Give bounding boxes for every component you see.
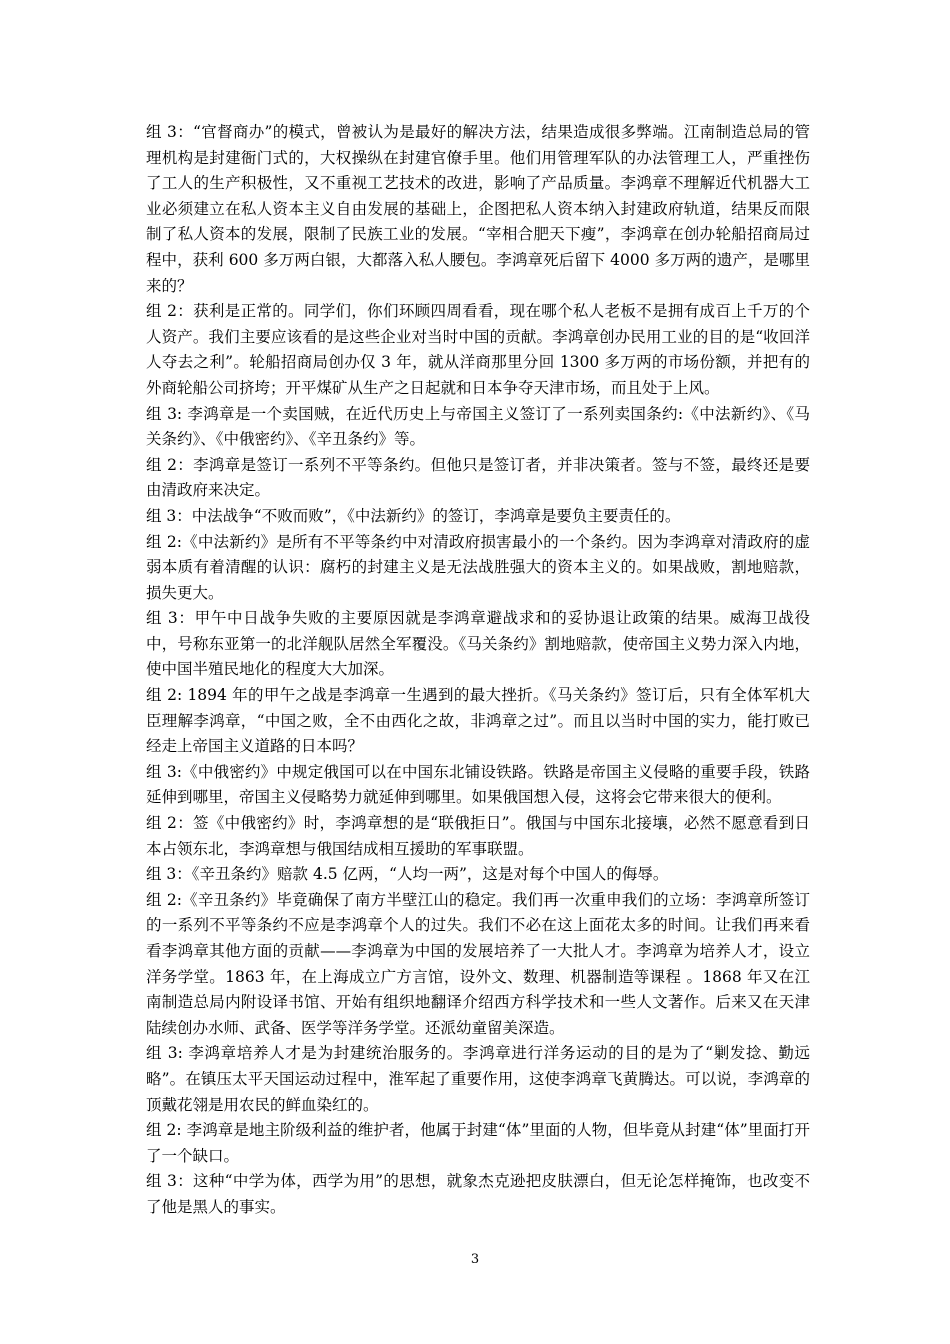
paragraph-group3-boxer-indemnity: 组 3：《辛丑条约》赔款 4.5 亿两，“人均一两”，这是对每个中国人的侮辱。 bbox=[146, 865, 669, 884]
page-number: 3 bbox=[470, 1252, 480, 1267]
paragraph-group3-sino-japanese-war: 组 3：甲午中日战争失败的主要原因就是李鸿章避战求和的妥协退让政策的结果。威海卫战役中，号称东亚第一的北洋舰队居然全军覆没。《马关条约》割地赔款，使帝国主义势力深入内地，使中国半殖民地化的程度大大加深。 bbox=[146, 609, 810, 679]
paragraph-group2-ally-russia: 组 2：签《中俄密约》时，李鸿章想的是“联俄拒日”。俄国与中国东北接壤，必然不愿意看到日本占领东北，李鸿章想与俄国结成相互援助的军事联盟。 bbox=[146, 814, 810, 858]
paragraph-group2-talent: 组 2:《辛丑条约》毕竟确保了南方半壁江山的稳定。我们再一次重申我们的立场：李鸿章所签订的一系列不平等条约不应是李鸿章个人的过失。我们不必在这上面花太多的时间。让我们再来看看李鸿章其他方面的贡献——李鸿章为中国的发展培养了一大批人才。李鸿章为培养人才，设立洋务学堂。1863 年，在上海成立广方言馆，设外文、数理、机器制造等课程 。1868 年又在江南制造总局内附设译书馆、开始有组织地翻译介绍西方科学技术和一些人文著作。后来又在天津陆续创办水师、武备、医学等洋务学堂。还派幼童留美深造。 bbox=[146, 890, 810, 1037]
paragraph-group3-sino-french-war: 组 3：中法战争“不败而败”，《中法新约》的签订，李鸿章是要负主要责任的。 bbox=[146, 506, 681, 525]
document-body bbox=[146, 120, 810, 1221]
paragraph-group2-sino-french-treaty: 组 2:《中法新约》是所有不平等条约中对清政府损害最小的一个条约。因为李鸿章对清政府的虚弱本质有着清醒的认识：腐朽的封建主义是无法战胜强大的资本主义的。如果战败，割地赔款，损失更大。 bbox=[146, 532, 810, 602]
paragraph-group2-signer: 组 2：李鸿章是签订一系列不平等条约。但他只是签订者，并非决策者。签与不签，最终还是要由清政府来决定。 bbox=[146, 455, 810, 500]
paragraph-group2-profit: 组 2：获利是正常的。同学们，你们环顾四周看看，现在哪个私人老板不是拥有成百上千万的个人资产。我们主要应该看的是这些企业对当时中国的贡献。李鸿章创办民用工业的目的是“收回洋人夺去之利”。轮船招商局创办仅 3 年，就从洋商那里分回 1300 多万两的市场份额，并把有的外商轮船公司挤垮；开平煤矿从生产之日起就和日本争夺天津市场，而且处于上风。 bbox=[146, 302, 810, 397]
paragraph-group3-zhongti-xiyong: 组 3：这种“中学为体，西学为用”的思想，就象杰克逊把皮肤漂白，但无论怎样掩饰，也改变不了他是黑人的事实。 bbox=[146, 1172, 810, 1216]
paragraph-group3-feudal-rule: 组 3: 李鸿章培养人才是为封建统治服务的。李鸿章进行洋务运动的目的是为了“剿发捻、勤远略”。在镇压太平天国运动过程中，淮军起了重要作用，这使李鸿章飞黄腾达。可以说，李鸿章的顶戴花翎是用农民的鲜血染红的。 bbox=[146, 1044, 810, 1114]
paragraph-group3-sino-russian-treaty: 组 3:《中俄密约》中规定俄国可以在中国东北铺设铁路。铁路是帝国主义侵略的重要手段，铁路延伸到哪里，帝国主义侵略势力就延伸到哪里。如果俄国想入侵，这将会它带来很大的便利。 bbox=[146, 762, 810, 807]
paragraph-group3-guandushangban: 组 3：“官督商办”的模式，曾被认为是最好的解决方法，结果造成很多弊端。江南制造总局的管理机构是封建衙门式的，大权操纵在封建官僚手里。他们用管理军队的办法管理工人，严重挫伤了工人的生产积极性，又不重视工艺技术的改进，影响了产品质量。李鸿章不理解近代机器大工业必须建立在私人资本主义自由发展的基础上，企图把私人资本纳入封建政府轨道，结果反而限制了私人资本的发展，限制了民族工业的发展。“宰相合肥天下瘦”，李鸿章在创办轮船招商局过程中，获利 600 多万两白银，大都落入私人腰包。李鸿章死后留下 4000 多万两的遗产，是哪里来的？ bbox=[146, 123, 810, 295]
paragraph-group3-treaties: 组 3: 李鸿章是一个卖国贼，在近代历史上与帝国主义签订了一系列卖国条约:《中法新约》、《马关条约》、《中俄密约》、《辛丑条约》等。 bbox=[146, 404, 810, 449]
paragraph-group2-1894: 组 2: 1894 年的甲午之战是李鸿章一生遇到的最大挫折。《马关条约》签订后，只有全体军机大臣理解李鸿章，“中国之败，全不由西化之故，非鸿章之过”。而且以当时中国的实力，能打败已经走上帝国主义道路的日本吗？ bbox=[146, 686, 810, 756]
paragraph-group2-landlord-class: 组 2: 李鸿章是地主阶级利益的维护者，他属于封建“体”里面的人物，但毕竟从封建“体”里面打开了一个缺口。 bbox=[146, 1121, 810, 1165]
